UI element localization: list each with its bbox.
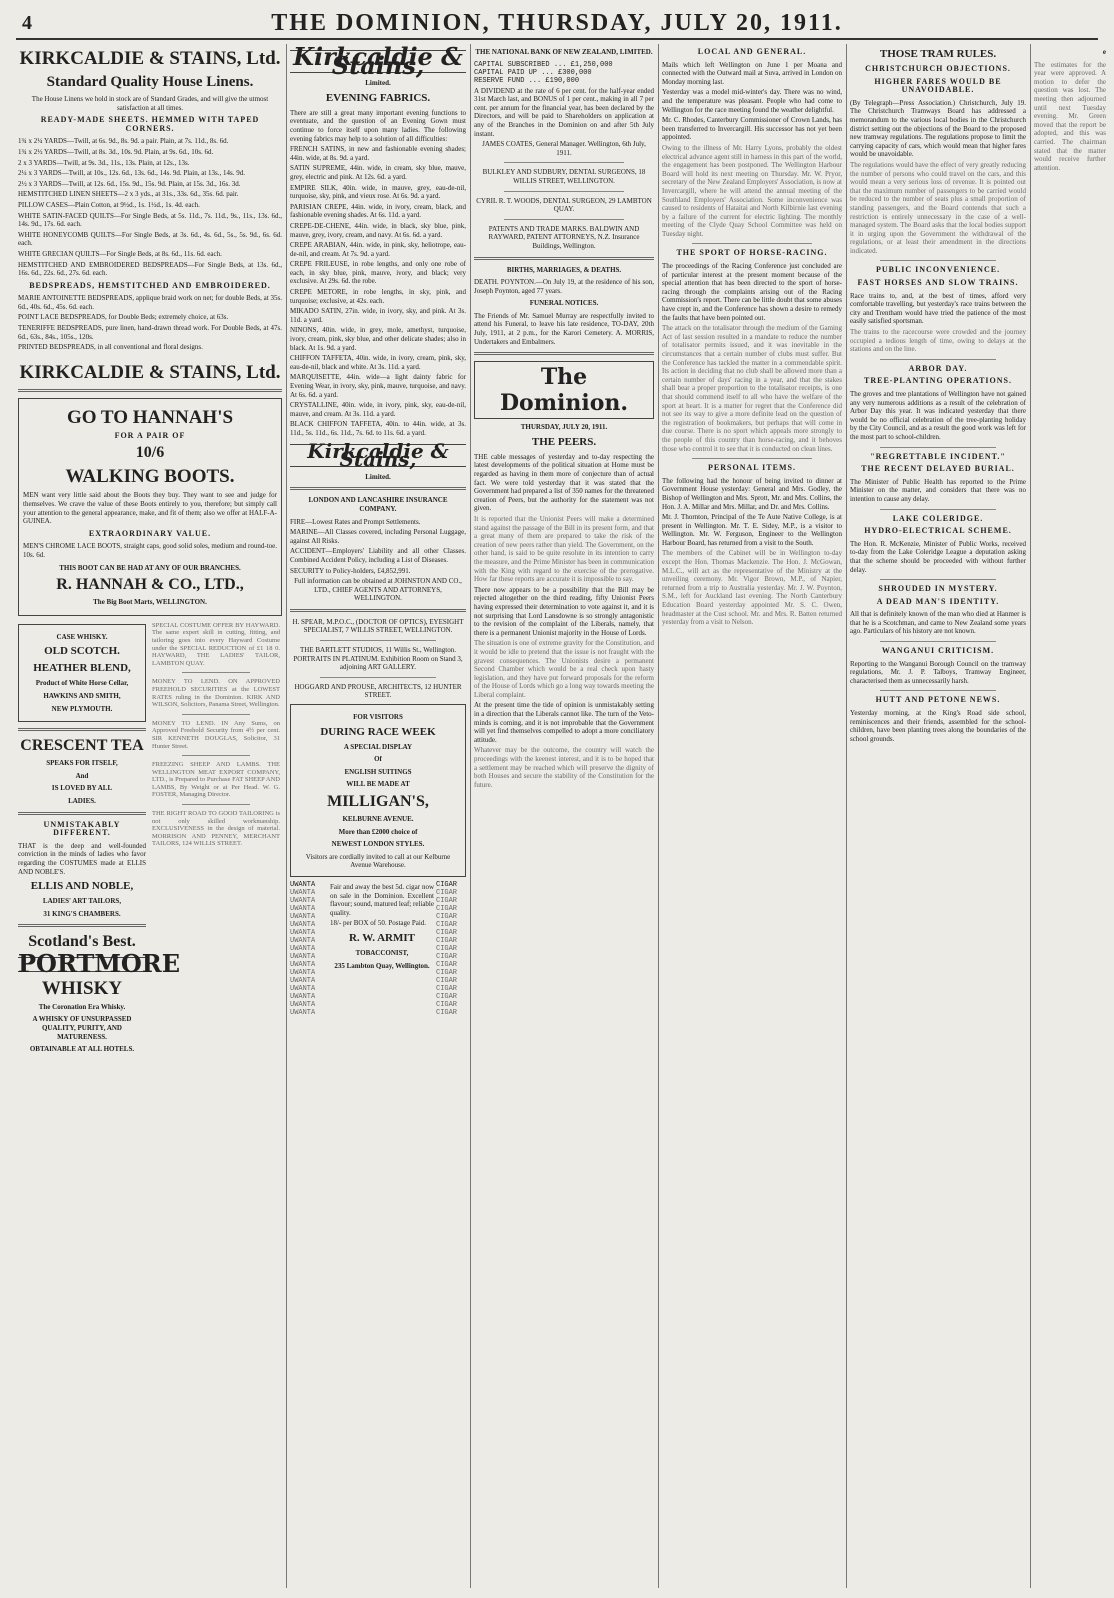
article-body: (By Telegraph—Press Association.) Christchurch, July 19. The Christchurch Tramways Board has addressed a memorandum to the various local bodies in the Christchurch district setting out the objections of the Board to the proposed new tramway regulations. The regulations propose to limit the carrying capacity of cars, which would mean that higher fares would be unavoidable. bbox=[850, 98, 1026, 159]
separator bbox=[880, 359, 996, 360]
list-item: WHITE HONEYCOMB QUILTS—For Single Beds, at 3s. 6d., 4s. 6d., 5s., 5s. 9d., 6s. 6d. each. bbox=[18, 230, 282, 248]
article-title: "REGRETTABLE INCIDENT." bbox=[870, 451, 1006, 461]
milligan-shop: MILLIGAN'S, bbox=[327, 793, 429, 810]
article-subtitle: A DEAD MAN'S IDENTITY. bbox=[876, 596, 1000, 606]
news-paragraph: Mr. C. Rhodes, Canterbury Commissioner of Crown Lands, has been transferred to Invercargill. His successor has not yet been appointed. bbox=[662, 116, 842, 142]
whisky-case: CASE WHISKY. bbox=[56, 632, 108, 641]
article-body: The groves and tree plantations of Wellington have not gained any very numerous additions as a result of the celebration of Arbor Day this year. It was indicated yesterday that there would be no official celebration of the tree-planting holiday by the City Council, and as a result the good work was left for the most part to school-children. bbox=[850, 390, 1026, 441]
portmore-ad bbox=[18, 933, 181, 1054]
ad-brand: Kirkcaldie & Stains, bbox=[290, 50, 466, 73]
leader-date: THURSDAY, JULY 20, 1911. bbox=[520, 423, 608, 432]
dentist-ad: BULKLEY AND SUDBURY, DENTAL SURGEONS, 18 WILLIS STREET, WELLINGTON. bbox=[482, 168, 646, 185]
ellis-sub: LADIES' ART TAILORS, bbox=[42, 897, 122, 906]
insurance-item: SECURITY to Policy-holders, £4,852,991. bbox=[290, 566, 411, 575]
article-title: LAKE COLERIDGE. bbox=[892, 513, 984, 523]
news-paragraph: Mr. J. Thornton, Principal of the Te Aute Native College, is at present in Wellington. Mr. T. E. Sidey, M.P., is a visitor to Wellington. Mr. W. Ferguson, Engineer to the Wellington Harbour Board, has returned from a visit to the South. bbox=[662, 513, 842, 547]
crescent-line: IS LOVED BY ALL bbox=[51, 784, 113, 793]
column-5 bbox=[850, 44, 1026, 1588]
milligan-line: DURING RACE WEEK bbox=[320, 725, 436, 738]
ad-row bbox=[18, 620, 282, 1058]
column-divider bbox=[286, 44, 287, 1588]
article-subtitle: HIGHER FARES WOULD BE UNAVOIDABLE. bbox=[874, 76, 1002, 95]
portmore-desc: A WHISKY OF UNSURPASSED QUALITY, PURITY, AND MATURENESS. bbox=[32, 1015, 132, 1041]
insurance-agents: Full information can be obtained at JOHNSTON AND CO., LTD., CHIEF AGENTS AND ATTORNEYS, WELLINGTON. bbox=[294, 577, 462, 603]
separator bbox=[18, 728, 146, 731]
article-subtitle: HYDRO-ELECTRICAL SCHEME. bbox=[864, 526, 1012, 536]
column-3 bbox=[474, 44, 654, 1588]
fabric-item: CREPE METORE, in robe lengths, in sky, pink, and turquoise; exclusive, at 42s. each. bbox=[290, 288, 466, 305]
cigar-addr: 235 Lambton Quay, Wellington. bbox=[334, 961, 430, 970]
filler-text: Owing to the illness of Mr. Harry Lyons, probably the oldest electrical advance agent still in harness in this part of the world, the engagement has been postponed. The Wellington Harbour Board will hold its next meeting on Thursday. Mr. W. Pryor, secretary of the New Zealand Employers' Association, is now at Invercargill, where he will attend the annual meeting of the Southland Employers' Association. Some inconvenience was caused to residents of Hataitai and North Kilbirnie last evening by a failure of the current for electric lighting. The monthly meeting of the Clyde Quay School Committee was held on Tuesday night. bbox=[662, 143, 842, 238]
filler-text: SPECIAL COSTUME OFFER BY HAYWARD. The same expert skill in cutting, fitting, and tailoring goes into every Hayward Costume under the SPECIAL REDUCTION of £1 18 0. HAYWARD, THE LADIES' TAILOR, LAMBTON QUAY. bbox=[152, 621, 280, 667]
filler-text: The trains to the racecourse were crowded and the journey occupied a tedious length of time, owing to delays at the stations and on the line. bbox=[850, 328, 1026, 354]
ad-brand: KIRKCALDIE & STAINS, Ltd. bbox=[19, 48, 281, 69]
insurance-item: FIRE—Lowest Rates and Prompt Settlements. bbox=[290, 517, 421, 526]
hannah-line: FOR A PAIR OF bbox=[114, 430, 186, 440]
separator bbox=[880, 260, 996, 261]
separator bbox=[474, 352, 654, 355]
separator bbox=[880, 690, 996, 691]
ellis-addr: 31 KING'S CHAMBERS. bbox=[43, 909, 121, 918]
separator bbox=[290, 487, 466, 490]
separator bbox=[182, 714, 250, 715]
notices-heading: BIRTHS, MARRIAGES, & DEATHS. bbox=[506, 265, 622, 274]
hannah-ad bbox=[18, 398, 282, 616]
cigar-label: UWANTA bbox=[290, 880, 316, 889]
article-body: The Hon. R. McKenzie, Minister of Public Works, received to-day from the Lake Coleridge League a deputation asking that the scheme should be proceeded with without further delay. bbox=[850, 539, 1026, 574]
article-subtitle: CHRISTCHURCH OBJECTIONS. bbox=[865, 64, 1011, 73]
milligan-body: More than £2000 choice of bbox=[338, 827, 418, 836]
cigar-ad bbox=[290, 881, 466, 1017]
fabric-item: MIKADO SATIN, 27in. wide, in ivory, sky, and pink. At 3s. 11d. a yard. bbox=[290, 307, 466, 324]
insurance-title: LONDON AND LANCASHIRE INSURANCE COMPANY. bbox=[308, 496, 448, 513]
filler-text: The regulations would have the effect of very greatly reducing the number of persons who could travel on the cars, and this would mean a very serious loss of revenue. It is pointed out that the maximum number of passengers to be carried would be reduced to the number of seats plus a small proportion of standing passengers, and the Board contends that such a restriction is entirely unnecessary in the case of a well-managed system. The Board asks that the local bodies support it in urging upon the Government the withdrawal of the regulations, or at least their amendment in the directions indicated. bbox=[850, 160, 1026, 255]
portmore-era: The Coronation Era Whisky. bbox=[38, 1002, 126, 1011]
news-paragraph: Yesterday was a model mid-winter's day. There was no wind, and the temperature was pleasant. People who had come to Wellington for the race meeting found the weather delightful. bbox=[662, 88, 842, 114]
fabric-item: BLACK CHIFFON TAFFETA, 40in. to 44in. wide, at 3s. 11d., 5s. 11d., 6s. 11d., 7s. 6d. to 11s. 6d. a yard. bbox=[290, 420, 466, 437]
column-1 bbox=[18, 44, 282, 1588]
section-heading: THE SPORT OF HORSE-RACING. bbox=[676, 248, 828, 258]
article-body: The Minister of Public Health has reported to the Prime Minister on the matter, and considers that there was no intention to cause any delay. bbox=[850, 477, 1026, 503]
patents-ad: PATENTS AND TRADE MARKS. BALDWIN AND RAYWARD, PATENT ATTORNEYS, N.Z. Insurance Buildings, Wellington. bbox=[488, 224, 640, 250]
list-item: WHITE GRECIAN QUILTS—For Single Beds, at 8s. 6d., 11s. 6d. each. bbox=[18, 249, 222, 258]
fabric-item: CREPE ARABIAN, 44in. wide, in pink, sky, heliotrope, eau-de-nil, and cream. At 7s. 9d. a yard. bbox=[290, 241, 466, 258]
crescent-line: LADIES. bbox=[68, 796, 96, 805]
separator bbox=[18, 924, 146, 927]
milligan-line: A SPECIAL DISPLAY bbox=[343, 742, 413, 751]
ellis-body: THAT is the deep and well-founded conviction in the minds of ladies who favor regarding the COSTUMES made at ELLIS AND NOBLE'S. bbox=[18, 841, 146, 876]
filler-text: The estimates for the year were approved. A motion to defer the question was lost. The meeting then adjourned until next Tuesday evening. Mr. Green moved that the report be adopted, and this was carried. The chairman stated that the matter would receive further attention. bbox=[1034, 60, 1106, 172]
filler-text: It is reported that the Unionist Peers will make a determined stand against the passage of the Bill in its present form, and that a great many of them are prepared to take the risk of the creation of new peers rather than yield. The Government, on the other hand, is said to be quite resolute in its intention to carry the measure, and the Prime Minister has been in communication with the King with regard to the exercise of the prerogative. How far these reports are accurate it is impossible to say. bbox=[474, 515, 654, 584]
ad-intro: The House Linens we hold in stock are of Standard Grades, and will give the utmost satisfaction at all times. bbox=[31, 95, 269, 112]
whisky-makers: HAWKINS AND SMITH, bbox=[43, 691, 121, 700]
portmore-name: PORTMORE bbox=[18, 949, 181, 979]
hannah-body: MEN want very little said about the Boots they buy. They want to see and judge for themselves. We crave the value of these Boots entirely to you, therefore; but simply call your attention to the general appearance, make, and fit of them; also we offer at HALF-A-GUINEA. bbox=[23, 491, 277, 526]
column-6 bbox=[1034, 44, 1106, 1588]
bank-paid: CAPITAL PAID UP ... £300,000 bbox=[474, 68, 592, 77]
fabric-item: EMPIRE SILK, 40in. wide, in mauve, grey, eau-de-nil, turquoise, sky, pink, and vieux rose. At 6s. 9d. a yard. bbox=[290, 183, 466, 201]
separator bbox=[880, 579, 996, 580]
filler-text: The situation is one of extreme gravity for the Constitution, and it would be idle to pretend that the issue is not fraught with the gravest consequences. The Unionists desire a permanent Second Chamber which would be a real check upon hasty legislation, and they have put forward proposals for the reform of the House of Lords which go a long way towards meeting the Liberal complaint. bbox=[474, 639, 654, 699]
list-item: POINT LACE BEDSPREADS, for Double Beds; extremely choice, at 63s. bbox=[18, 313, 229, 322]
separator bbox=[880, 509, 996, 510]
article-subtitle: TREE-PLANTING OPERATIONS. bbox=[864, 376, 1012, 386]
bank-title: THE NATIONAL BANK OF NEW ZEALAND, LIMITED. bbox=[475, 48, 653, 56]
separator bbox=[692, 458, 812, 459]
milligan-styles: NEWEST LONDON STYLES. bbox=[331, 840, 425, 849]
column-divider bbox=[1030, 44, 1031, 1588]
leader-paragraph: There now appears to be a possibility that the Bill may be rejected altogether on the third reading, fifty Unionist Peers having expressed their determination to vote against it, and it is not surprising that Lord Lansdowne is so strongly antagonistic to the revision of the complaint of the Liberals, namely, that there is a permanent Unionist majority in the House of Lords. bbox=[474, 585, 654, 637]
newspaper-title: THE DOMINION, THURSDAY, JULY 20, 1911. bbox=[271, 10, 843, 36]
cigar-right: CIGAR bbox=[436, 880, 458, 889]
article-body: All that is definitely known of the man who died at Hanmer is that he is a Scotchman, and came to New Zealand some years ago. Particulars of his history are not known. bbox=[850, 610, 1026, 636]
article-title: PUBLIC INCONVENIENCE. bbox=[875, 265, 1001, 275]
column-divider bbox=[658, 44, 659, 1588]
dentist-ad: CYRIL R. T. WOODS, DENTAL SURGEON, 29 LAMBTON QUAY. bbox=[476, 196, 652, 214]
ellis-name: ELLIS AND NOBLE, bbox=[30, 880, 134, 893]
article-body: Race trains to, and, at the best of times, afford very comfortable travelling, but yesterday's race trains between the city and Trentham would have tried the patience of the most easily satisfied sportsman. bbox=[850, 291, 1026, 326]
bank-capital: CAPITAL SUBSCRIBED ... £1,250,000 bbox=[474, 60, 613, 69]
article-title: ARBOR DAY. bbox=[908, 363, 968, 373]
column-divider bbox=[470, 44, 471, 1588]
list-item: WHITE SATIN-FACED QUILTS—For Single Beds, at 5s. 11d., 7s. 11d., 9s., 11s., 13s. 6d., 14s. 9d., 17s. 6d. each. bbox=[18, 211, 282, 229]
article-subtitle: FAST HORSES AND SLOW TRAINS. bbox=[857, 278, 1019, 288]
filler-text: FREEZING SHEEP AND LAMBS. THE WELLINGTON MEAT EXPORT COMPANY, LTD., is Prepared to Purchase FAT SHEEP AND LAMBS, By Weight or at Per Head. W. G. FOSTER, Managing Director. bbox=[152, 761, 280, 799]
column-2 bbox=[290, 44, 466, 1588]
milligan-line: FOR VISITORS bbox=[353, 713, 403, 722]
cigar-body bbox=[330, 881, 434, 1017]
filler-text: THE RIGHT ROAD TO GOOD TAILORING is not only skilled workmanship. EXCLUSIVENESS in the design of material. MORRISON AND PENNEY, MERCHANT TAILORS, 124 WILLIS STREET. bbox=[152, 810, 280, 848]
article-title: HUTT AND PETONE NEWS. bbox=[875, 695, 1001, 705]
portmore-kind: WHISKY bbox=[41, 977, 123, 999]
crescent-ad bbox=[18, 737, 146, 805]
crescent-line: And bbox=[75, 771, 89, 780]
news-paragraph: The proceedings of the Racing Conference just concluded are of particular interest at the present moment because of the special attention that has been directed to the sport of horse-racing through the complaints arising out of the Racing Commission's report. There can be little doubt that some abuses have crept in, and the Conference has shown a desire to remedy the faults that have been pointed out. bbox=[662, 262, 842, 322]
separator bbox=[182, 672, 250, 673]
bank-dividend: A DIVIDEND at the rate of 6 per cent. for the half-year ended 31st March last, and BONUS of 1 per cent., making in all 7 per cent. per annum for the financial year, has been declared by the Directors, and will be paid to Shareholders on application at any of the Branches in the Dominion on and after 5th July instant. bbox=[474, 86, 654, 138]
milligan-line: ENGLISH SUITINGS bbox=[344, 767, 412, 776]
portmore-tag: Scotland's Best. bbox=[28, 933, 136, 951]
leader-title: THE PEERS. bbox=[531, 435, 597, 448]
edge-mark: e bbox=[1102, 48, 1106, 56]
fabric-item: CHIFFON TAFFETA, 40in. wide, in ivory, cream, pink, sky, eau-de-nil, black and white. At 3s. 11d. a yard. bbox=[290, 354, 466, 371]
ad-brand: KIRKCALDIE & STAINS, Ltd. bbox=[19, 361, 281, 383]
fabric-item: CREPE FRILEUSE, in robe lengths, and only one robe of each, in sky blue, pink, mauve, ivory, and black; very exclusive. At 29s. 6d. the robe. bbox=[290, 260, 466, 286]
fabric-item: CREPE-DE-CHENE, 44in. wide, in black, sky blue, pink, mauve, grey, ivory, cream, and navy. At 6s. 6d. a yard. bbox=[290, 221, 466, 239]
crescent-line: SPEAKS FOR ITSELF, bbox=[46, 759, 118, 768]
fabric-item: SATIN SUPREME, 44in. wide, in cream, sky blue, mauve, grey, electric and pink. At 12s. 6d. a yard. bbox=[290, 164, 466, 181]
bank-signature: JAMES COATES, General Manager. Wellington, 6th July, 1911. bbox=[482, 140, 646, 157]
article-title: THOSE TRAM RULES. bbox=[879, 48, 997, 60]
ad-limited: Limited. bbox=[365, 472, 391, 481]
masthead bbox=[0, 0, 1114, 38]
list-item: 2½ x 3 YARDS—Twill, at 12s. 6d., 15s. 9d., 15s. 9d. Plain, at 15s. 3d., 16s. 3d. bbox=[18, 179, 241, 188]
ad-right bbox=[152, 620, 280, 1058]
whisky-name: HEATHER BLEND, bbox=[33, 662, 131, 675]
leader-paragraph: At the present time the tide of opinion is unmistakably setting in a direction that the Liberals cannot like. The turn of the Veto-minds is coming, and it is not improbable that the Government will yet find themselves compelled to adopt a more conciliatory attitude. bbox=[474, 701, 654, 744]
separator bbox=[18, 812, 146, 815]
separator bbox=[182, 755, 250, 756]
masthead-rule bbox=[16, 38, 1098, 40]
article-subtitle: THE RECENT DELAYED BURIAL. bbox=[861, 464, 1015, 474]
cigar-seller: R. W. ARMIT bbox=[348, 931, 416, 944]
list-item: 1¾ x 2¼ YARDS—Twill, at 6s. 9d., 8s. 9d. a pair. Plain, at 7s. 11d., 8s. 6d. bbox=[18, 137, 229, 146]
list-item: 2 x 3 YARDS—Twill, at 9s. 3d., 11s., 13s. Plain, at 12s., 13s. bbox=[18, 158, 190, 167]
list-item: 1¾ x 2½ YARDS—Twill, at 8s. 3d., 10s. 9d. Plain, at 9s. 6d., 10s. 6d. bbox=[18, 147, 214, 156]
list-item: HEMSTITCHED LINEN SHEETS—2 x 3 yds., at 31s., 33s. 6d., 35s. 6d. pair. bbox=[18, 190, 239, 199]
list-item: HEMSTITCHED AND EMBROIDERED BEDSPREADS—For Single Beds, at 13s. 6d., 16s. 6d., 22s. 6d., 27s. 6d. each. bbox=[18, 260, 282, 278]
section-heading: PERSONAL ITEMS. bbox=[708, 463, 796, 473]
separator bbox=[504, 191, 624, 192]
list-item: MARIE ANTOINETTE BEDSPREADS, applique braid work on net; for double Beds, at 35s. 6d., 40s. 6d., 45s. 6d. each. bbox=[18, 294, 282, 311]
article-body: Reporting to the Wanganui Borough Council on the tramway regulations, Mr. J. P. Talboys, Tramway Engineer, characterised them as unnecessarily harsh. bbox=[850, 659, 1026, 685]
fabric-item: NINONS, 40in. wide, in grey, mole, amethyst, turquoise, ivory, cream, pink, sky blue, and other delicate shades; also in black. At 1s. 9d. a yard. bbox=[290, 326, 466, 352]
crescent-name: CRESCENT TEA bbox=[20, 737, 144, 755]
fabric-item: CRYSTALLINE, 40in. wide, in ivory, pink, sky, eau-de-nil, mauve, and cream. At 3s. 11d. a yard. bbox=[290, 401, 466, 418]
milligan-ad bbox=[290, 704, 466, 877]
insurance-item: MARINE—All Classes covered, including Personal Luggage, against All Risks. bbox=[290, 528, 466, 545]
hannah-company: R. HANNAH & CO., LTD., bbox=[56, 576, 244, 594]
separator bbox=[182, 804, 250, 805]
milligan-addr: KELBURNE AVENUE. bbox=[342, 815, 414, 823]
ad-brand: Kirkcaldie & Stains, bbox=[290, 444, 466, 467]
separator bbox=[504, 219, 624, 220]
ad-section: READY-MADE SHEETS. HEMMED WITH TAPED CORNERS. bbox=[40, 115, 260, 133]
ad-intro: There are still a great many important evening functions to eventuate, and the question of an Evening Gown must continue to force itself upon many ladies. The following evening fabrics may help to a solution of all difficulties: bbox=[290, 108, 466, 143]
funeral-body: The Friends of Mr. Samuel Murray are respectfully invited to attend his Funeral, to leave his late residence, TO-DAY, 20th July, 1911, at 2 p.m., for the Karori Cemetery. A. MORRIS, Undertakers and Embalmers. bbox=[474, 311, 654, 346]
separator bbox=[880, 447, 996, 448]
ad-section: BEDSPREADS, HEMSTITCHED AND EMBROIDERED. bbox=[29, 280, 271, 290]
ad-limited: Limited. bbox=[365, 79, 391, 88]
cigar-desc: Fair and away the best 5d. cigar now on sale in the Dominion. Excellent flavour; sound, matured leaf; reliable quality. bbox=[330, 882, 434, 917]
milligan-line: Of bbox=[374, 755, 382, 764]
filler-text: MONEY TO LEND. IN Any Sums, on Approved Freehold Security from 4½ per cent. SIR KENNETH DOUGLAS, Solicitor, 31 Hunter Street. bbox=[152, 719, 280, 750]
list-item: TENERIFFE BEDSPREADS, pure linen, hand-drawn thread work. For Double Beds, at 47s. 6d., 63s., 84s., 105s., 120s. bbox=[18, 324, 282, 341]
whisky-ad bbox=[18, 624, 146, 722]
portmore-where: OBTAINABLE AT ALL HOTELS. bbox=[29, 1045, 135, 1054]
column-4 bbox=[662, 44, 842, 1588]
funeral-heading: FUNERAL NOTICES. bbox=[529, 299, 599, 308]
milligan-invite: Visitors are cordially invited to call at our Kelburne Avenue Warehouse. bbox=[305, 852, 451, 870]
spear-ad: H. SPEAR, M.P.O.C., (DOCTOR OF OPTICS), EYESIGHT SPECIALIST, 7 WILLIS STREET, WELLINGTON. bbox=[292, 617, 464, 635]
hannah-tag: The Big Boot Marts, WELLINGTON. bbox=[93, 598, 207, 607]
section-heading: LOCAL AND GENERAL. bbox=[697, 47, 807, 56]
news-paragraph: The following had the honour of being invited to dinner at Government House yesterday: General and Mrs. Godley, the Bishop of Wellington and Mrs. Sprott, Mr. and Mrs. Collins, the Hon. J. A. Millar and Mrs. Millar, and Dr. and Mrs. Collins. bbox=[662, 476, 842, 511]
list-item: PILLOW CASES—Plain Cotton, at 9½d., 1s. 1½d., 1s. 4d. each. bbox=[18, 200, 200, 209]
separator bbox=[290, 609, 466, 612]
article-title: SHROUDED IN MYSTERY. bbox=[878, 584, 998, 594]
hannah-price: 10/6 bbox=[135, 444, 165, 462]
leader-paragraph: THE cable messages of yesterday and to-day respecting the latest developments of the political situation at Home must be regarded as having in them more of conjecture than of actual fact. We were told yesterday that it was stated that the Government had prepared a list of 350 names for the threatened creation of Peers, but the authority for the statement was not given. bbox=[474, 452, 654, 513]
separator bbox=[320, 640, 436, 641]
separator bbox=[504, 162, 624, 163]
separator bbox=[474, 257, 654, 260]
hannah-extra: EXTRAORDINARY VALUE. bbox=[88, 528, 212, 538]
fabric-item: FRENCH SATINS, in new and fashionable evening shades; 44in. wide, at 8s. 9d. a yard. bbox=[290, 145, 466, 162]
whisky-name: OLD SCOTCH. bbox=[44, 645, 120, 658]
filler-text: Whatever may be the outcome, the country will watch the proceedings with the keenest interest, and it is to be hoped that a settlement may be reached which will preserve the dignity of both Houses and secure the stability of the Constitution for the future. bbox=[474, 746, 654, 789]
ellis-ad bbox=[18, 821, 146, 919]
news-paragraph: Mails which left Wellington on June 1 per Moana and connected with the Outward mail at Suva, arrived in London on Monday morning last. bbox=[662, 60, 842, 86]
filler-text: The attack on the totalisator through the medium of the Gaming Act of last session resulted in a mandate to reduce the number of totalisator permits issued, and it was inevitable in the circumstances that a certain number of clubs must suffer. But the Conference has tackled the matter in a commendable spirit. Its action in deciding that no club shall be allowed more than a certain number of days' racing in a year, and that the stakes shall bear a proper proportion to the totalisator receipts, is one that should commend itself to all who have the welfare of the sport at heart. It is a matter for regret that the Conference did not see its way to give a more definite lead on the question of the registration of bookmakers, but perhaps that will come in due course. There is no sport which appeals more strongly to the people of this country than horse-racing, and it behoves those who control it to see that it is conducted on clean lines. bbox=[662, 324, 842, 453]
list-item: 2¼ x 3 YARDS—Twill, at 10s., 12s. 6d., 13s. 6d., 14s. 9d. Plain, at 13s., 14s. 9d. bbox=[18, 169, 245, 178]
page-number: 4 bbox=[22, 12, 32, 34]
fabric-item: PARISIAN CREPE, 44in. wide, in ivory, cream, black, and fashionable evening shades. At 6s. 11d. a yard. bbox=[290, 202, 466, 220]
hannah-headline: GO TO HANNAH'S bbox=[66, 406, 234, 428]
ad-left bbox=[18, 620, 181, 1058]
fabric-item: MARQUISETTE, 44in. wide—a light dainty fabric for Evening Wear, in ivory, sky, pink, mauve, turquoise, and navy. At 6s. 6d. a yard. bbox=[290, 373, 466, 399]
hannah-product: WALKING BOOTS. bbox=[65, 466, 235, 488]
whisky-town: NEW PLYMOUTH. bbox=[51, 704, 113, 713]
linen-list bbox=[18, 137, 282, 351]
hannah-boots: MEN'S CHROME LACE BOOTS, straight caps, good solid soles, medium and round-toe. 10s. 6d. bbox=[23, 542, 277, 559]
list-item: PRINTED BEDSPREADS, in all conventional and floral designs. bbox=[18, 343, 203, 352]
whisky-product: Product of White Horse Cellar, bbox=[35, 679, 129, 688]
filler-text: The members of the Cabinet will be in Wellington to-day except the Hon. Thomas Mackenzie. The Hon. J. McGowan, M.L.C., will act as the representative of the Ministry at the unveiling ceremony. Mr. Vigor Brown, M.P., of Napier, returned from a trip to Australia yesterday. Mr. J. W. Poynton, S.M., left for Auckland last evening. The North Canterbury Education Board yesterday appointed Mr. S. C. Owen, headmaster at the Cust school. Mr. and Mrs. R. Batten returned yesterday from a visit to Nelson. bbox=[662, 549, 842, 627]
insurance-item: ACCIDENT—Employers' Liability and all other Classes. Combined Accident Policy, including a List of Diseases. bbox=[290, 547, 466, 564]
bank-reserve: RESERVE FUND ... £190,000 bbox=[474, 76, 580, 85]
bartlett-ad: THE BARTLETT STUDIOS, 11 Willis St., Wellington. PORTRAITS IN PLATINUM. Exhibition Room on Stand 3, adjoining ART GALLERY. bbox=[293, 646, 463, 672]
column-divider bbox=[846, 44, 847, 1588]
newspaper-logo: The Dominion. bbox=[474, 361, 654, 419]
filler-text: MONEY TO LEND. ON APPROVED FREEHOLD SECURITIES at the LOWEST RATES ruling in the Dominion. KIRK AND WILSON, Solicitors, Panama Street, Wellington. bbox=[152, 678, 280, 709]
separator bbox=[880, 641, 996, 642]
separator bbox=[692, 243, 812, 244]
hoggard-ad: HOGGARD AND PROUSE, ARCHITECTS, 12 HUNTER STREET. bbox=[294, 682, 462, 700]
cigar-label-column: UWANTA UWANTA UWANTA UWANTA UWANTA UWANTA UWANTA UWANTA UWANTA UWANTA UWANTA UWANTA UWANTA UWANTA UWANTA UWANTA UWANTA bbox=[290, 881, 328, 1017]
death-notice: DEATH. POYNTON.—On July 19, at the residence of his son, Joseph Poynton, aged 77 years. bbox=[474, 278, 654, 295]
ad-heading: EVENING FABRICS. bbox=[325, 91, 431, 104]
separator bbox=[320, 677, 436, 678]
cigar-sub: TOBACCONIST, bbox=[355, 948, 409, 957]
article-body: Yesterday morning, at the King's Road side school, reminiscences and their friends, assembled for the school-children, have been planting trees along the boundaries of the school grounds. bbox=[850, 709, 1026, 743]
separator bbox=[18, 389, 282, 392]
milligan-line: WILL BE MADE AT bbox=[346, 780, 410, 789]
ellis-head: UNMISTAKABLY DIFFERENT. bbox=[43, 819, 121, 838]
cigar-price: 18/- per BOX of 50. Postage Paid. bbox=[330, 919, 427, 928]
cigar-right-column: CIGAR CIGAR CIGAR CIGAR CIGAR CIGAR CIGAR CIGAR CIGAR CIGAR CIGAR CIGAR CIGAR CIGAR CIGAR CIGAR CIGAR bbox=[436, 881, 466, 1017]
hannah-branches: THIS BOOT CAN BE HAD AT ANY OF OUR BRANCHES. bbox=[59, 563, 241, 572]
article-title: WANGANUI CRITICISM. bbox=[881, 646, 995, 656]
ad-heading: Standard Quality House Linens. bbox=[46, 74, 254, 90]
